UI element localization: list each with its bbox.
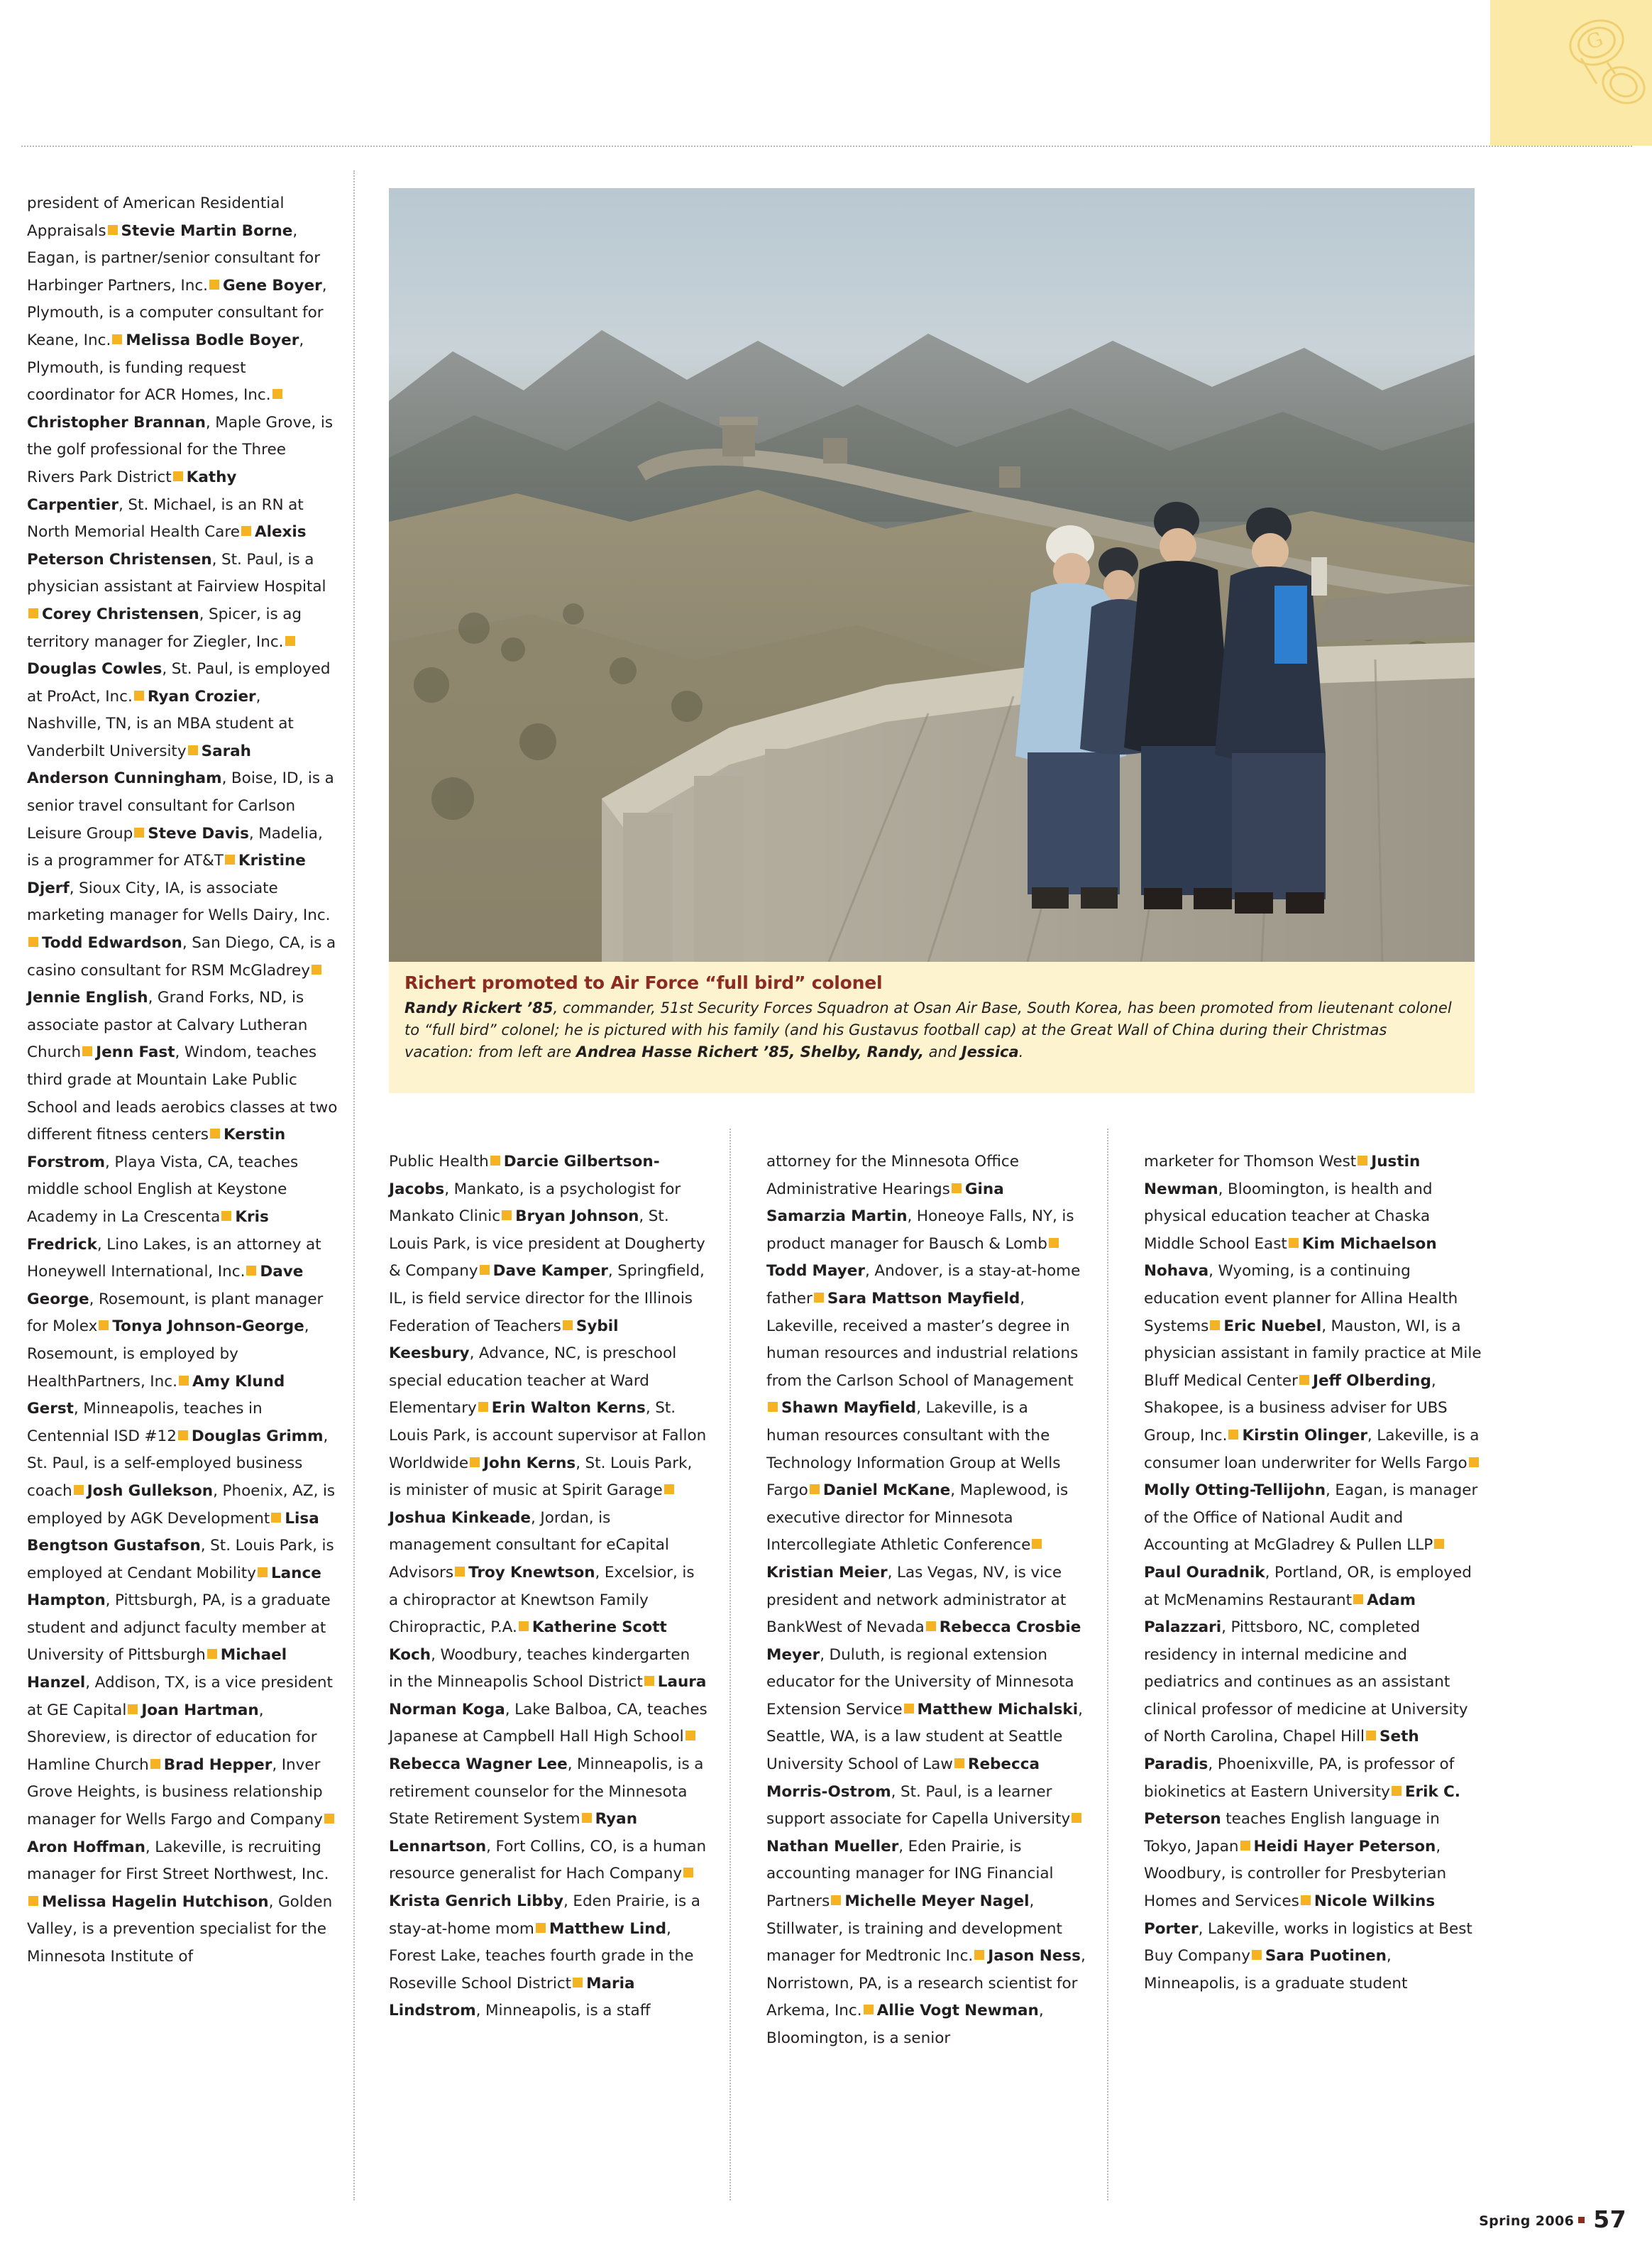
entry-separator-icon <box>480 1265 490 1275</box>
entry-separator-icon <box>573 1978 583 1988</box>
entry-separator-icon <box>1299 1375 1309 1385</box>
entry-separator-icon <box>926 1621 936 1631</box>
alumnus-name: Kris Fredrick <box>27 1207 269 1254</box>
text-column-2 <box>389 1149 708 2025</box>
caption-person-name: Randy Rickert ’85 <box>404 999 554 1016</box>
caption-title: Richert promoted to Air Force “full bird” colonel <box>404 972 883 993</box>
alumnus-detail: , Lakeville, is a consumer loan underwriter for Wells Fargo <box>1144 1426 1480 1472</box>
entry-separator-icon <box>99 1320 109 1330</box>
alumnus-detail: , Minneapolis, teaches in Centennial ISD #12 <box>27 1400 263 1445</box>
alumnus-name: Lance Hampton <box>27 1564 321 1610</box>
entry-separator-icon <box>563 1320 573 1330</box>
alumnus-detail: , Pittsburgh, PA, is a graduate student and adjunct faculty member at University of Pittsburgh <box>27 1591 331 1665</box>
alumnus-name: Paul Ouradnik <box>1144 1563 1265 1582</box>
alumnus-detail: , Andover, is a stay-at-home father <box>766 1262 1081 1308</box>
entry-separator-icon <box>502 1210 512 1220</box>
entry-separator-icon <box>272 389 282 399</box>
alumnus-detail: , Pittsboro, NC, completed residency in internal medicine and pediatrics and continues as an assistant clinical professor of medicine at University of North Carolina, Chapel Hill <box>1144 1618 1468 1746</box>
alumnus-name: Douglas Grimm <box>191 1427 324 1445</box>
alumnus-detail: , Forest Lake, teaches fourth grade in the Roseville School District <box>389 1919 694 1992</box>
entry-separator-icon <box>814 1293 824 1303</box>
alumnus-name: Michelle Meyer Nagel <box>844 1892 1030 1911</box>
alumnus-detail: , Springfield, IL, is field service director for the Illinois Federation of Teachers <box>389 1262 705 1335</box>
alumnus-name: Matthew Michalski <box>917 1700 1079 1718</box>
alumnus-name: Kerstin Forstrom <box>27 1126 286 1171</box>
entry-separator-icon <box>1301 1895 1311 1905</box>
alumnus-name: Rebecca Morris-Ostrom <box>766 1755 1040 1801</box>
entry-separator-icon <box>1392 1786 1402 1796</box>
alumnus-name: Christopher Brannan <box>27 413 206 432</box>
alumnus-name: Dave George <box>27 1263 304 1308</box>
entry-separator-icon <box>128 1704 138 1714</box>
alumnus-name: Stevie Martin Borne <box>121 221 293 240</box>
alumnus-detail: , St. Paul, is employed at ProAct, Inc. <box>27 660 331 706</box>
entry-separator-icon <box>28 1896 38 1906</box>
alumnus-detail: , Playa Vista, CA, teaches middle school English at Keystone Academy in La Crescenta <box>27 1153 299 1226</box>
entry-separator-icon <box>207 1649 217 1659</box>
alumnus-name: Erin Walton Kerns <box>491 1399 646 1418</box>
entry-separator-icon <box>664 1484 674 1494</box>
entry-separator-icon <box>1032 1539 1042 1549</box>
alumnus-detail: , St. Louis Park, is vice president at Dougherty & Company <box>389 1207 705 1281</box>
alumnus-name: Sara Puotinen <box>1265 1947 1387 1966</box>
alumnus-detail: , Lakeville, works in logistics at Best Buy Company <box>1144 1919 1472 1966</box>
entry-separator-icon <box>74 1485 84 1495</box>
entry-separator-icon <box>241 526 251 536</box>
alumnus-name: Jennie English <box>27 989 148 1007</box>
alumnus-detail: , Rosemount, is employed by HealthPartners, Inc. <box>27 1317 309 1391</box>
entry-separator-icon <box>258 1567 268 1577</box>
entry-separator-icon <box>221 1211 231 1221</box>
entry-separator-icon <box>974 1950 984 1960</box>
entry-separator-icon <box>685 1731 695 1741</box>
alumnus-name: Alexis Peterson Christensen <box>27 523 307 569</box>
entry-separator-icon <box>1353 1594 1363 1604</box>
entry-separator-icon <box>478 1402 488 1412</box>
column-rule-1 <box>353 170 355 2200</box>
alumnus-name: Melissa Bodle Boyer <box>126 331 299 349</box>
entry-separator-icon <box>28 608 38 618</box>
alumnus-name: Josh Gullekson <box>87 1481 214 1500</box>
entry-separator-icon <box>173 471 183 481</box>
entry-separator-icon <box>108 225 118 235</box>
entry-separator-icon <box>1072 1813 1081 1823</box>
alumnus-detail: , Woodbury, teaches kindergarten in the Minneapolis School District <box>389 1645 690 1692</box>
alumnus-name: Allie Vogt Newman <box>876 2002 1039 2020</box>
alumnus-detail: , Plymouth, is a computer consultant for Keane, Inc. <box>27 276 327 349</box>
alumnus-name: Nicole Wilkins Porter <box>1144 1892 1436 1938</box>
entry-separator-icon <box>954 1758 964 1768</box>
alumnus-detail: , Lake Balboa, CA, teaches Japanese at Campbell Hall High School <box>389 1700 707 1746</box>
entry-separator-icon <box>1240 1841 1250 1851</box>
alumnus-detail: , Duluth, is regional extension educator for the University of Minnesota Extension Service <box>766 1645 1074 1718</box>
entry-separator-icon <box>134 828 144 838</box>
alumnus-name: Molly Otting-Tellijohn <box>1144 1481 1326 1500</box>
entry-separator-icon <box>82 1046 92 1056</box>
column-rule-3 <box>1107 1129 1108 2200</box>
entry-separator-icon <box>1358 1156 1367 1166</box>
alumnus-name: Jeff Olberding <box>1312 1371 1431 1390</box>
alumnus-detail: , Advance, NC, is preschool special education teacher at Ward Elementary <box>389 1344 677 1418</box>
entry-separator-icon <box>210 1129 220 1139</box>
entry-separator-icon <box>1469 1457 1479 1467</box>
entry-separator-icon <box>1366 1731 1376 1741</box>
alumnus-name: Aron Hoffman <box>27 1838 145 1856</box>
caption-body <box>404 997 1460 1063</box>
entry-separator-icon <box>28 937 38 947</box>
alumnus-detail: , Maplewood, is executive director for Minnesota Intercollegiate Athletic Conference <box>766 1481 1069 1555</box>
alumnus-detail: , St. Louis Park, is employed at Cendant Mobility <box>27 1537 334 1582</box>
entry-separator-icon <box>1210 1320 1220 1330</box>
alumnus-name: Ryan Lennartson <box>389 1810 637 1855</box>
entry-separator-icon <box>179 1376 189 1386</box>
alumnus-detail: , Jordan, is management consultant for eCapital Advisors <box>389 1508 669 1582</box>
alumnus-name: Kristine Djerf <box>27 852 306 897</box>
alumnus-name: Maria Lindstrom <box>389 1974 635 2020</box>
alumnus-name: Gene Boyer <box>223 276 322 295</box>
alumnus-detail: , Eden Prairie, is a stay-at-home mom <box>389 1892 700 1938</box>
alumnus-name: Heidi Hayer Peterson <box>1253 1837 1436 1855</box>
footer-page-number: 57 <box>1593 2205 1626 2233</box>
alumnus-detail: , Shoreview, is director of education for Hamline Church <box>27 1701 317 1774</box>
alumnus-detail: president of American Residential Appraisals <box>27 194 285 240</box>
alumnus-detail: , Nashville, TN, is an MBA student at Vanderbilt University <box>27 687 294 760</box>
alumnus-detail: , Windom, teaches third grade at Mountain Lake Public School and leads aerobics classes at two different fitness centers <box>27 1043 338 1144</box>
text-column-4 <box>1144 1149 1485 1997</box>
entry-separator-icon <box>1049 1238 1059 1248</box>
alumnus-detail: , St. Louis Park, is minister of music at Spirit Garage <box>389 1454 693 1500</box>
alumnus-detail: , Phoenix, AZ, is employed by AGK Development <box>27 1481 336 1528</box>
alumnus-detail: , Lakeville, is recruiting manager for First Street Northwest, Inc. <box>27 1838 329 1884</box>
entry-separator-icon <box>644 1676 654 1686</box>
alumnus-detail: , Golden Valley, is a prevention specialist for the Minnesota Institute of <box>27 1892 333 1966</box>
footer-bullet-icon <box>1578 2217 1585 2223</box>
entry-separator-icon <box>285 636 295 646</box>
alumnus-detail: Public Health <box>389 1153 489 1171</box>
caption-text: . <box>1018 1043 1024 1060</box>
alumnus-detail: , Spicer, is ag territory manager for Ziegler, Inc. <box>27 605 302 651</box>
alumnus-name: Kim Michaelson Nohava <box>1144 1234 1437 1281</box>
entry-separator-icon <box>536 1923 546 1933</box>
alumnus-name: Krista Genrich Libby <box>389 1892 564 1911</box>
alumnus-detail: , St. Paul, is a self-employed business coach <box>27 1427 329 1500</box>
alumnus-name: Sarah Anderson Cunningham <box>27 742 251 788</box>
alumnus-detail: , Bloomington, is a senior <box>766 2002 1044 2047</box>
entry-separator-icon <box>225 855 235 865</box>
alumnus-name: Jenn Fast <box>96 1043 175 1062</box>
entry-separator-icon <box>1434 1539 1444 1549</box>
alumnus-detail: , Eden Prairie, is accounting manager for ING Financial Partners <box>766 1837 1054 1911</box>
alumnus-name: Sara Mattson Mayfield <box>827 1289 1020 1308</box>
entry-separator-icon <box>246 1266 256 1276</box>
alumnus-detail: , Plymouth, is funding request coordinator for ACR Homes, Inc. <box>27 331 304 405</box>
entry-separator-icon <box>952 1183 962 1193</box>
alumnus-detail: , San Diego, CA, is a casino consultant for RSM McGladrey <box>27 934 336 980</box>
alumnus-name: Dave Kamper <box>492 1262 608 1281</box>
entry-separator-icon <box>455 1567 465 1577</box>
alumnus-detail: , St. Paul, is a learner support associate for Capella University <box>766 1782 1071 1829</box>
alumnus-detail: , Madelia, is a programmer for AT&T <box>27 824 323 870</box>
entry-separator-icon <box>470 1457 480 1467</box>
alumnus-detail: , Minneapolis, is a retirement counselor for the Minnesota State Retirement System <box>389 1755 704 1829</box>
entry-separator-icon <box>582 1813 592 1823</box>
column-rule-2 <box>729 1129 731 2200</box>
alumnus-name: Brad Hepper <box>163 1755 272 1774</box>
alumnus-name: Melissa Hagelin Hutchison <box>42 1892 269 1911</box>
alumnus-detail: , Eagan, is partner/senior consultant for Harbinger Partners, Inc. <box>27 221 321 295</box>
page-footer <box>1479 2205 1626 2233</box>
alumnus-detail: , Portland, OR, is employed at McMenamins Restaurant <box>1144 1563 1472 1609</box>
alumnus-detail: , Woodbury, is controller for Presbyterian Homes and Services <box>1144 1837 1447 1911</box>
alumnus-name: Katherine Scott Koch <box>389 1618 667 1664</box>
alumnus-detail: , Honeoye Falls, NY, is product manager for Bausch & Lomb <box>766 1207 1074 1253</box>
alumnus-detail: , St. Louis Park, is account supervisor at Fallon Worldwide <box>389 1399 707 1472</box>
alumnus-name: Corey Christensen <box>42 605 199 623</box>
alumnus-detail: , Addison, TX, is a vice president at GE Capital <box>27 1674 333 1719</box>
alumnus-name: Tonya Johnson-George <box>112 1317 304 1336</box>
alumnus-name: Lisa Bengtson Gustafson <box>27 1509 319 1555</box>
alumnus-name: Ryan Crozier <box>147 687 256 706</box>
alumnus-detail: , Lino Lakes, is an attorney at Honeywell International, Inc. <box>27 1235 321 1281</box>
alumnus-detail: , Las Vegas, NV, is vice president and network administrator at BankWest of Nevada <box>766 1563 1067 1637</box>
alumnus-detail: , Phoenixville, PA, is professor of biokinetics at Eastern University <box>1144 1755 1455 1801</box>
alumnus-name: Daniel McKane <box>822 1481 951 1500</box>
footer-issue: Spring 2006 <box>1479 2213 1575 2229</box>
alumnus-detail: , St. Michael, is an RN at North Memorial Health Care <box>27 495 304 542</box>
alumnus-detail: , Sioux City, IA, is associate marketing manager for Wells Dairy, Inc. <box>27 879 331 925</box>
alumnus-name: Todd Edwardson <box>42 934 182 953</box>
alumnus-name: Jason Ness <box>988 1947 1081 1966</box>
alumnus-name: Shawn Mayfield <box>781 1399 917 1418</box>
alumnus-detail: , Boise, ID, is a senior travel consultant for Carlson Leisure Group <box>27 769 334 843</box>
alumnus-name: Seth Paradis <box>1144 1728 1419 1774</box>
alumnus-detail: , Rosemount, is plant manager for Molex <box>27 1290 324 1336</box>
entry-separator-icon <box>490 1156 500 1166</box>
alumnus-detail: , Maple Grove, is the golf professional for the Three Rivers Park District <box>27 413 334 486</box>
alumnus-detail: , Minneapolis, is a staff <box>475 2002 651 2020</box>
alumnus-name: Eric Nuebel <box>1223 1317 1322 1335</box>
alumnus-name: Michael Hanzel <box>27 1646 287 1692</box>
text-column-1 <box>27 190 338 1971</box>
entry-separator-icon <box>831 1895 841 1905</box>
alumnus-name: Douglas Cowles <box>27 660 163 679</box>
alumnus-detail: attorney for the Minnesota Office Administrative Hearings <box>766 1153 1019 1198</box>
entry-separator-icon <box>904 1704 914 1714</box>
entry-separator-icon <box>112 334 122 344</box>
alumnus-name: Amy Klund Gerst <box>27 1372 285 1418</box>
alumnus-name: Adam Palazzari <box>1144 1591 1416 1637</box>
entry-separator-icon <box>1228 1430 1238 1440</box>
alumnus-name: Kirstin Olinger <box>1242 1426 1367 1445</box>
alumnus-detail: , Fort Collins, CO, is a human resource generalist for Hach Company <box>389 1837 707 1883</box>
text-column-3 <box>766 1149 1086 2053</box>
entry-separator-icon <box>864 2005 874 2014</box>
alumnus-detail: , Shakopee, is a business adviser for UBS Group, Inc. <box>1144 1371 1448 1445</box>
entry-separator-icon <box>1252 1950 1262 1960</box>
alumnus-name: Laura Norman Koga <box>389 1673 707 1718</box>
alumnus-name: Darcie Gilbertson-Jacobs <box>389 1153 660 1198</box>
entry-separator-icon <box>312 965 321 975</box>
alumnus-detail: , Minneapolis, is a graduate student <box>1144 1947 1408 1992</box>
entry-separator-icon <box>150 1759 160 1769</box>
alumnus-name: Joshua Kinkeade <box>389 1508 531 1527</box>
great-wall-photo <box>389 188 1475 962</box>
alumnus-name: Gina Samarzia Martin <box>766 1180 1004 1226</box>
svg-text:G: G <box>1583 26 1607 55</box>
alumnus-detail: , Mauston, WI, is a physician assistant in family practice at Mile Bluff Medical Center <box>1144 1317 1482 1390</box>
alumnus-name: Justin Newman <box>1144 1153 1421 1198</box>
alumnus-detail: , Lakeville, received a master’s degree in human resources and industrial relations from the Carlson School of Management <box>766 1289 1079 1390</box>
alumnus-detail: marketer for Thomson West <box>1144 1153 1357 1171</box>
entry-separator-icon <box>271 1513 281 1523</box>
entry-separator-icon <box>683 1868 693 1878</box>
alumnus-name: Matthew Lind <box>549 1919 666 1938</box>
alumnus-name: Steve Davis <box>148 824 249 843</box>
alumnus-detail: , Norristown, PA, is a research scientist for Arkema, Inc. <box>766 1947 1086 2020</box>
caption-person-name: Andrea Hasse Richert ’85, Shelby, Randy, <box>576 1043 924 1060</box>
photo-block <box>389 188 1475 1060</box>
entry-separator-icon <box>810 1484 820 1494</box>
alumnus-detail: , Excelsior, is a chiropractor at Knewtson Family Chiropractic, P.A. <box>389 1563 695 1637</box>
caption-text: and <box>923 1043 962 1060</box>
alumnus-detail: , Eagan, is manager of the Office of National Audit and Accounting at McGladrey & Pullen LLP <box>1144 1481 1478 1555</box>
alumnus-detail: , Inver Grove Heights, is business relationship manager for Wells Fargo and Company <box>27 1755 323 1829</box>
alumnus-name: Erik C. Peterson <box>1144 1782 1460 1829</box>
entry-separator-icon <box>134 691 144 701</box>
alumnus-detail: , Mankato, is a psychologist for Mankato Clinic <box>389 1180 681 1226</box>
corner-decoration <box>1490 0 1652 146</box>
entry-separator-icon <box>768 1402 778 1412</box>
entry-separator-icon <box>1289 1238 1299 1248</box>
alumnus-detail: teaches English language in Tokyo, Japan <box>1144 1810 1440 1855</box>
alumnus-name: Joan Hartman <box>141 1701 259 1719</box>
alumnus-name: Bryan Johnson <box>515 1207 639 1226</box>
alumnus-name: Rebecca Crosbie Meyer <box>766 1618 1081 1664</box>
alumnus-detail: , St. Paul, is a physician assistant at Fairview Hospital <box>27 550 326 596</box>
entry-separator-icon <box>178 1430 188 1440</box>
alumnus-detail: , Seattle, WA, is a law student at Seattle University School of Law <box>766 1700 1083 1774</box>
alumnus-name: Kathy Carpentier <box>27 468 237 514</box>
alumnus-name: Nathan Mueller <box>766 1837 899 1855</box>
entry-separator-icon <box>519 1621 529 1631</box>
caption-text: , commander, 51st Security Forces Squadron at Osan Air Base, South Korea, has been promoted from lieutenant colonel to “full bird” colonel; he is pictured with his family (and his Gustavus football cap) at the Great Wall of China during their Christmas vacation: from left are <box>404 999 1452 1060</box>
alumnus-detail: , Lakeville, is a human resources consultant with the Technology Information Group at Wells Fargo <box>766 1399 1061 1500</box>
alumnus-detail: , Bloomington, is health and physical education teacher at Chaska Middle School East <box>1144 1180 1433 1253</box>
alumnus-name: John Kerns <box>483 1454 576 1472</box>
alumnus-name: Troy Knewtson <box>468 1563 595 1582</box>
caption-person-name: Jessica <box>961 1043 1019 1060</box>
alumnus-detail: , Grand Forks, ND, is associate pastor at Calvary Lutheran Church <box>27 989 308 1062</box>
alumnus-name: Sybil Keesbury <box>389 1317 619 1363</box>
alumnus-name: Kristian Meier <box>766 1563 888 1582</box>
alumnus-detail: , Stillwater, is training and development manager for Medtronic Inc. <box>766 1892 1062 1966</box>
entry-separator-icon <box>209 280 219 290</box>
alumnus-name: Todd Mayer <box>766 1262 865 1281</box>
alumnus-name: Rebecca Wagner Lee <box>389 1755 568 1774</box>
entry-separator-icon <box>324 1814 334 1824</box>
alumnus-detail: , Wyoming, is a continuing education event planner for Allina Health Systems <box>1144 1262 1458 1335</box>
photo-caption <box>389 962 1475 1093</box>
entry-separator-icon <box>188 745 198 755</box>
top-dotted-rule <box>21 146 1632 147</box>
